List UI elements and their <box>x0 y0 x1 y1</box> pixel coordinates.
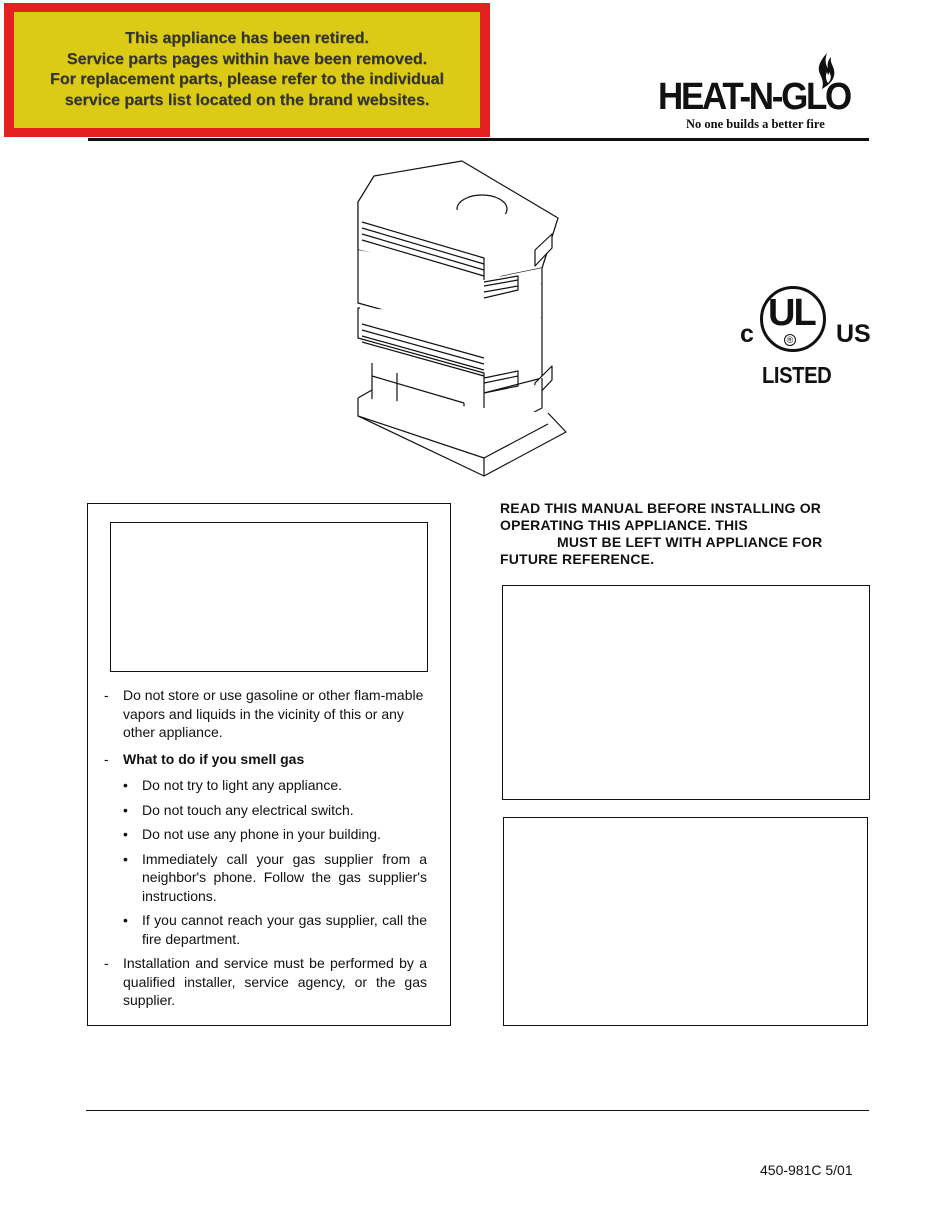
bullet-marker: • <box>123 850 128 867</box>
dash-marker: - <box>104 750 109 767</box>
read-notice-line: MUST BE LEFT WITH APPLIANCE FOR <box>557 534 823 550</box>
bullet-text: Do not try to light any appliance. <box>142 777 343 793</box>
gas-warning-box <box>87 503 451 1026</box>
warning-placeholder-box <box>110 522 428 672</box>
read-notice-line: FUTURE REFERENCE. <box>500 551 655 567</box>
brand-tagline: No one builds a better fire <box>686 117 825 131</box>
document-number: 450-981C 5/01 <box>760 1162 853 1178</box>
bullet-text: If you cannot reach your gas supplier, call the fire department. <box>142 912 427 947</box>
warning-item <box>102 686 427 742</box>
bullet-text: Do not touch any electrical switch. <box>142 801 354 818</box>
bullet-item <box>102 801 427 820</box>
notice-line: Service parts pages within have been removed. <box>66 50 428 68</box>
warning-text: Do not store or use gasoline or other flam-mable vapors and liquids in the vicinity of this or any other appliance. <box>123 687 424 740</box>
ul-text: UL <box>768 292 815 334</box>
dash-marker: - <box>104 687 109 703</box>
notice-line: This appliance has been retired. <box>125 30 369 47</box>
bullet-item <box>102 825 427 844</box>
bullet-marker: • <box>123 826 128 842</box>
warning-list <box>102 686 427 1018</box>
registered-icon: ® <box>784 334 796 346</box>
notice-line: service parts list located on the brand websites. <box>64 91 430 109</box>
read-notice-line: READ THIS MANUAL BEFORE INSTALLING OR <box>500 500 822 516</box>
warning-item <box>102 954 427 1010</box>
warning-text: Installation and service must be performed by a qualified installer, service agency, or the gas supplier. <box>123 955 427 1008</box>
retired-notice-banner <box>4 3 490 137</box>
bullet-text: Do not use any phone in your building. <box>142 826 381 842</box>
dash-marker: - <box>104 955 109 971</box>
ul-c-label: c <box>740 320 754 348</box>
warning-item <box>102 750 427 769</box>
footer-rule <box>86 1110 869 1111</box>
info-box-upper <box>502 585 870 800</box>
header-rule <box>88 138 869 141</box>
notice-line: For replacement parts, please refer to the individual <box>50 71 444 88</box>
ul-listed-label: LISTED <box>762 362 832 388</box>
read-notice-line: OPERATING THIS APPLIANCE. THIS <box>500 517 748 533</box>
bullet-text: Immediately call your gas supplier from a neighbor's phone. Follow the gas supplier's instructions. <box>142 850 427 904</box>
stove-illustration <box>352 158 568 490</box>
bullet-marker: • <box>123 801 128 818</box>
bullet-marker: • <box>123 777 128 793</box>
brand-name: HEAT-N-GLO <box>658 76 850 118</box>
smell-gas-heading: What to do if you smell gas <box>123 750 305 767</box>
bullet-item <box>102 850 427 906</box>
retired-notice-panel <box>14 12 480 128</box>
bullet-item <box>102 911 427 948</box>
info-box-lower <box>503 817 868 1026</box>
bullet-marker: • <box>123 912 128 928</box>
ul-listed-mark <box>738 282 871 390</box>
brand-logo <box>656 50 878 132</box>
read-manual-notice <box>500 500 864 568</box>
bullet-item <box>102 776 427 795</box>
ul-us-label: US <box>836 320 871 348</box>
